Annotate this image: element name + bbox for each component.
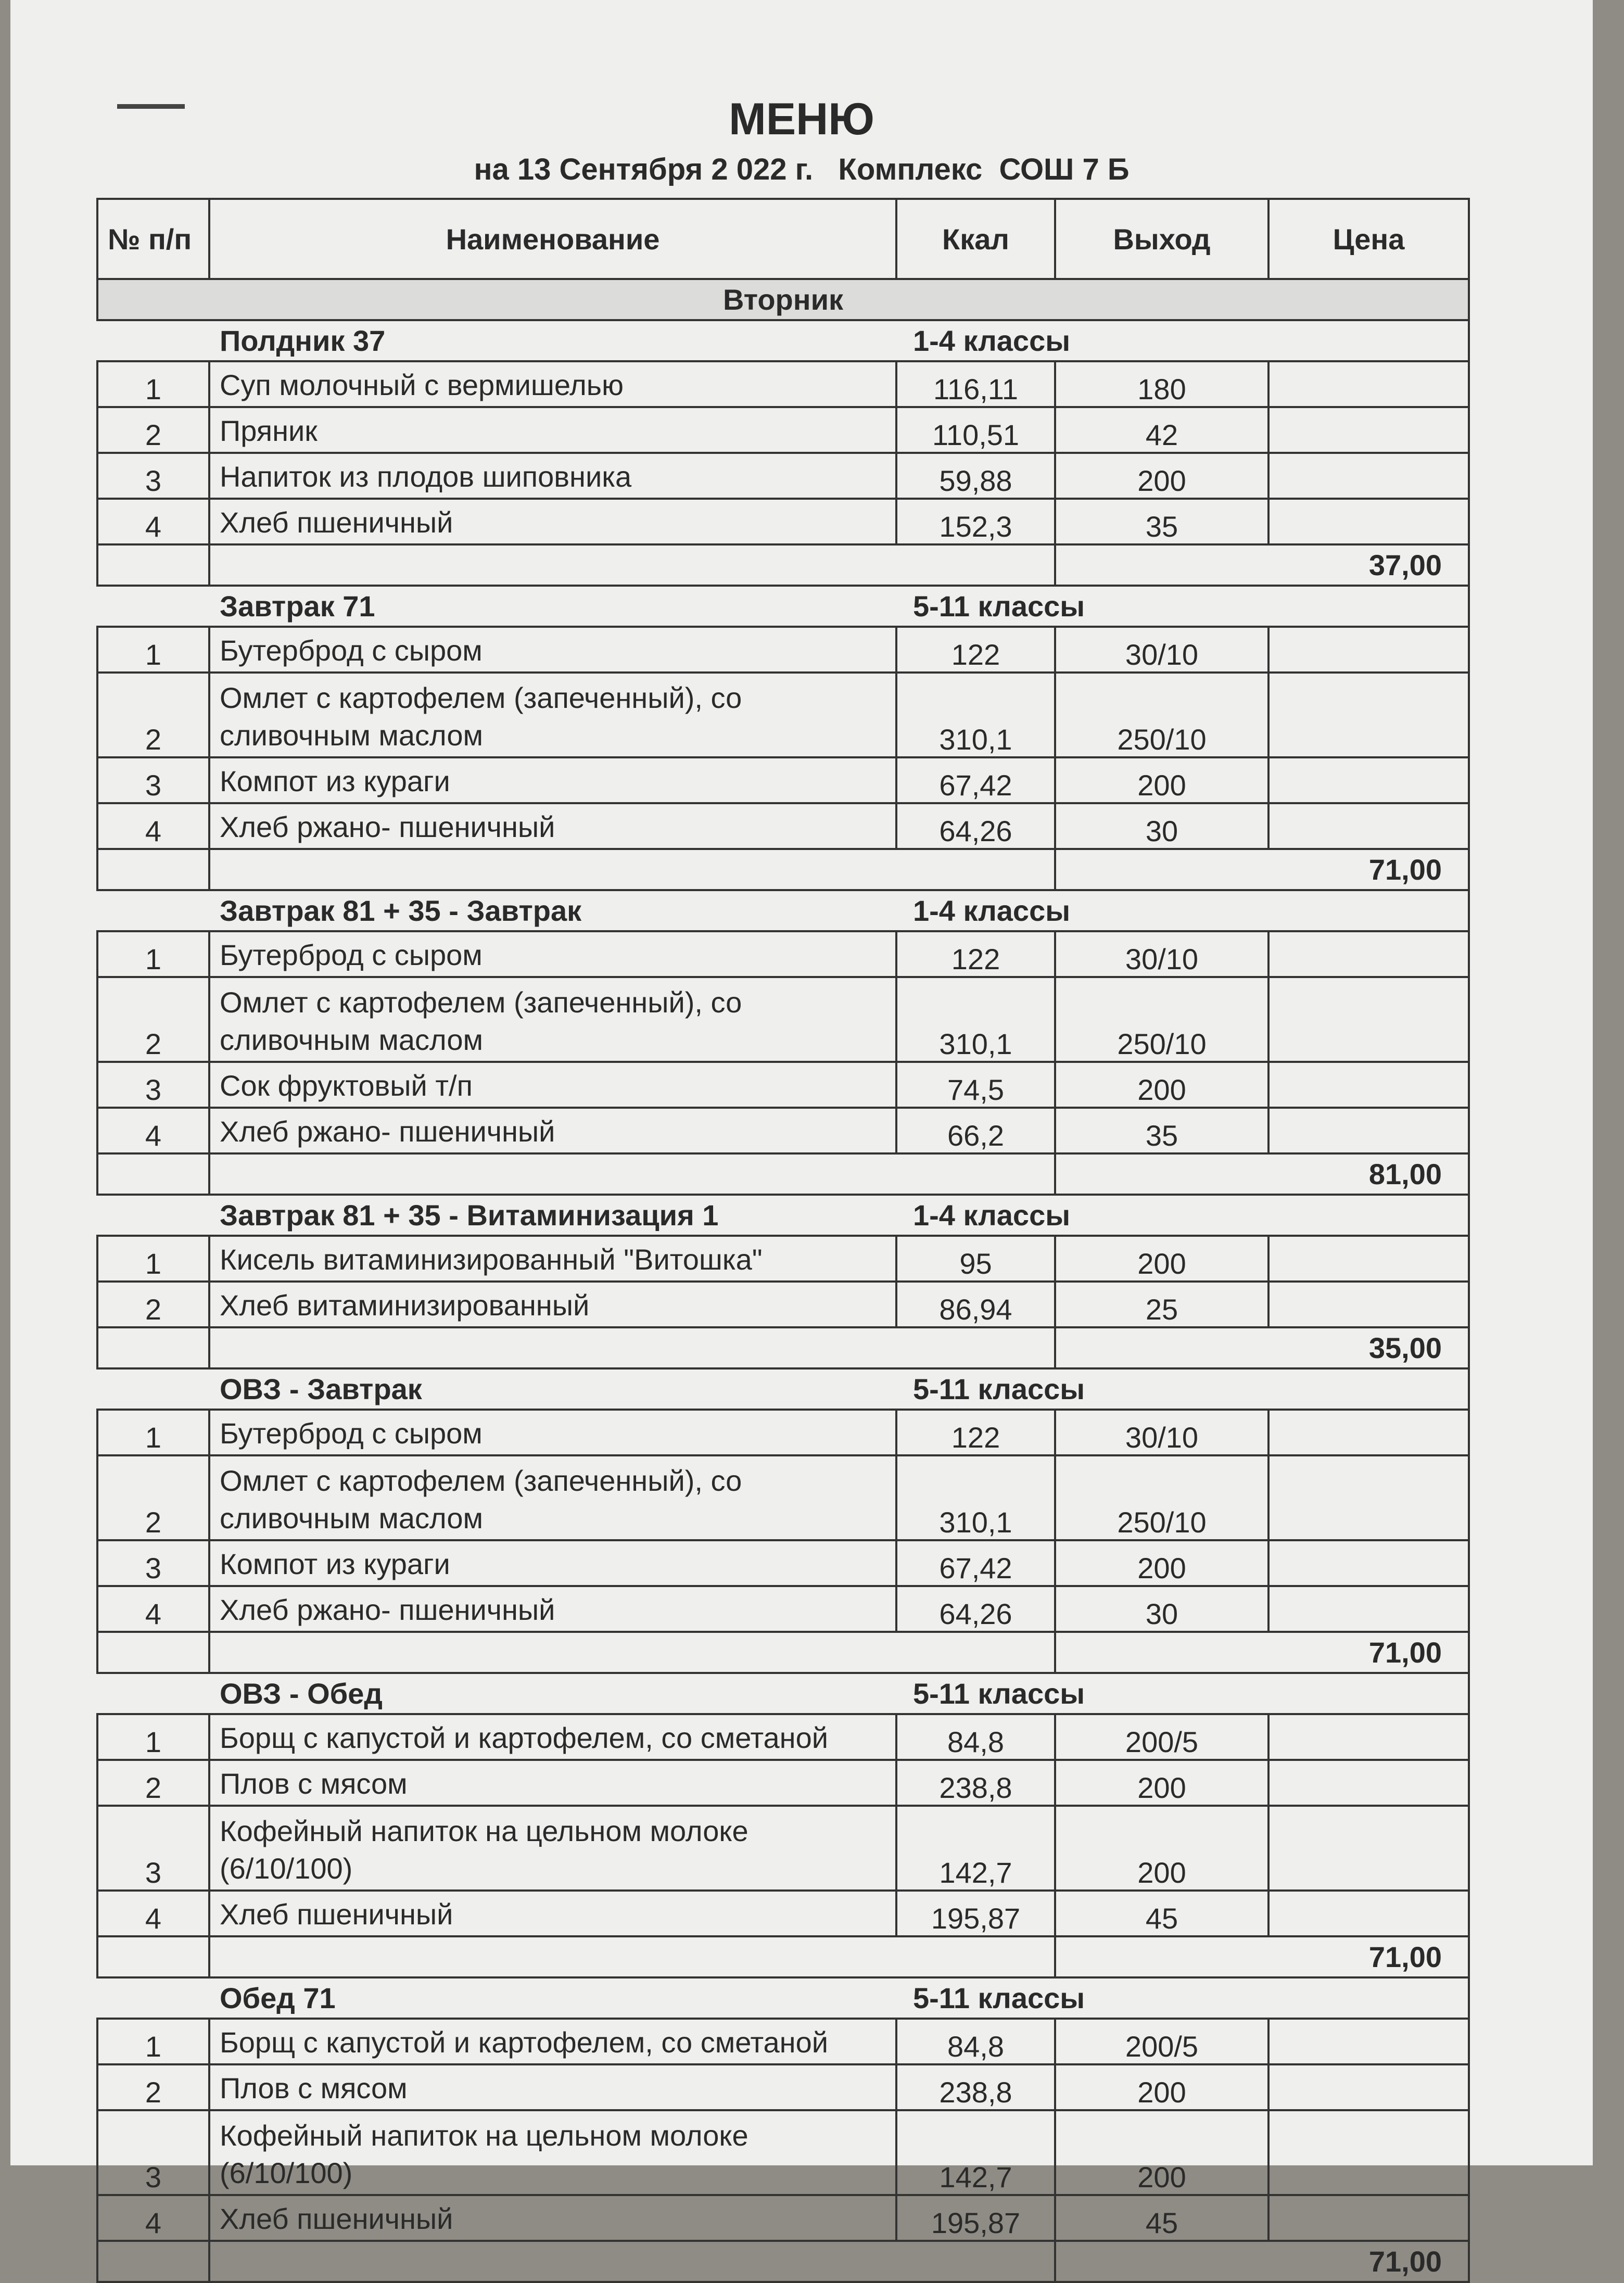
item-kcal: 310,1 xyxy=(896,1455,1055,1540)
item-output: 30/10 xyxy=(1055,1410,1268,1455)
item-kcal: 67,42 xyxy=(896,757,1055,803)
section-name: Завтрак 71 xyxy=(209,586,896,627)
section-grade: 1-4 классы xyxy=(896,1195,1469,1236)
total-spacer xyxy=(209,2241,1055,2282)
menu-item-row xyxy=(97,2195,1469,2241)
item-price xyxy=(1268,499,1469,544)
item-price xyxy=(1268,1586,1469,1632)
section-header-row xyxy=(97,890,1469,931)
item-number: 4 xyxy=(97,1586,209,1632)
item-number: 2 xyxy=(97,673,209,757)
item-name: Напиток из плодов шиповника xyxy=(209,453,896,499)
total-spacer xyxy=(209,1153,1055,1195)
item-number: 2 xyxy=(97,1760,209,1806)
item-price xyxy=(1268,803,1469,849)
item-price xyxy=(1268,361,1469,407)
total-spacer xyxy=(97,1936,209,1977)
item-kcal: 122 xyxy=(896,1410,1055,1455)
total-spacer xyxy=(97,1632,209,1673)
section-num-cell xyxy=(97,1368,209,1410)
menu-item-row xyxy=(97,1714,1469,1760)
item-output: 200/5 xyxy=(1055,2019,1268,2064)
section-total: 37,00 xyxy=(1055,544,1469,586)
item-number: 1 xyxy=(97,931,209,977)
item-kcal: 195,87 xyxy=(896,2195,1055,2241)
menu-item-row xyxy=(97,2064,1469,2110)
total-spacer xyxy=(209,544,1055,586)
menu-item-row xyxy=(97,1455,1469,1540)
item-number: 3 xyxy=(97,1062,209,1108)
item-name: Бутерброд с сыром xyxy=(209,1410,896,1455)
menu-item-row xyxy=(97,361,1469,407)
item-output: 250/10 xyxy=(1055,1455,1268,1540)
menu-item-row xyxy=(97,931,1469,977)
item-price xyxy=(1268,931,1469,977)
menu-item-row xyxy=(97,1540,1469,1586)
item-name: Хлеб пшеничный xyxy=(209,499,896,544)
item-kcal: 152,3 xyxy=(896,499,1055,544)
item-price xyxy=(1268,2064,1469,2110)
menu-item-row xyxy=(97,673,1469,757)
section-num-cell xyxy=(97,1673,209,1714)
section-header-row xyxy=(97,1673,1469,1714)
item-kcal: 238,8 xyxy=(896,2064,1055,2110)
section-name: Завтрак 81 + 35 - Витаминизация 1 xyxy=(209,1195,896,1236)
section-header-row xyxy=(97,1195,1469,1236)
item-output: 30 xyxy=(1055,803,1268,849)
item-number: 3 xyxy=(97,757,209,803)
item-price xyxy=(1268,1282,1469,1327)
item-kcal: 238,8 xyxy=(896,1760,1055,1806)
menu-item-row xyxy=(97,1410,1469,1455)
total-spacer xyxy=(97,1153,209,1195)
section-num-cell xyxy=(97,586,209,627)
section-num-cell xyxy=(97,1977,209,2019)
section-header-row xyxy=(97,1977,1469,2019)
section-name: ОВЗ - Обед xyxy=(209,1673,896,1714)
item-price xyxy=(1268,1891,1469,1936)
item-price xyxy=(1268,1410,1469,1455)
item-name: Плов с мясом xyxy=(209,2064,896,2110)
section-total-row xyxy=(97,2241,1469,2282)
section-total: 71,00 xyxy=(1055,1936,1469,1977)
item-price xyxy=(1268,1108,1469,1153)
header-price: Цена xyxy=(1268,199,1469,279)
item-price xyxy=(1268,2019,1469,2064)
item-number: 1 xyxy=(97,627,209,673)
item-price xyxy=(1268,1236,1469,1282)
section-header-row xyxy=(97,586,1469,627)
item-price xyxy=(1268,1714,1469,1760)
menu-sheet xyxy=(10,0,1593,2278)
item-kcal: 110,51 xyxy=(896,407,1055,453)
item-name: Омлет с картофелем (запеченный), со сливочным маслом xyxy=(209,1455,896,1540)
menu-item-row xyxy=(97,499,1469,544)
item-price xyxy=(1268,757,1469,803)
menu-item-row xyxy=(97,1891,1469,1936)
menu-item-row xyxy=(97,1586,1469,1632)
header-num: № п/п xyxy=(97,199,209,279)
menu-item-row xyxy=(97,1236,1469,1282)
total-spacer xyxy=(209,1632,1055,1673)
item-output: 30 xyxy=(1055,1586,1268,1632)
item-output: 200 xyxy=(1055,453,1268,499)
item-number: 1 xyxy=(97,1236,209,1282)
section-header-row xyxy=(97,1368,1469,1410)
item-price xyxy=(1268,407,1469,453)
item-price xyxy=(1268,453,1469,499)
item-output: 200/5 xyxy=(1055,1714,1268,1760)
item-name: Хлеб витаминизированный xyxy=(209,1282,896,1327)
total-spacer xyxy=(97,2241,209,2282)
item-name: Омлет с картофелем (запеченный), со сливочным маслом xyxy=(209,673,896,757)
menu-item-row xyxy=(97,1108,1469,1153)
item-kcal: 116,11 xyxy=(896,361,1055,407)
item-price xyxy=(1268,1760,1469,1806)
page-subtitle: на 13 Сентября 2 022 г. Комплекс СОШ 7 Б xyxy=(474,153,1130,186)
item-kcal: 86,94 xyxy=(896,1282,1055,1327)
menu-item-row xyxy=(97,407,1469,453)
item-kcal: 64,26 xyxy=(896,1586,1055,1632)
item-output: 250/10 xyxy=(1055,673,1268,757)
item-name: Хлеб ржано- пшеничный xyxy=(209,1108,896,1153)
item-kcal: 142,7 xyxy=(896,1806,1055,1891)
menu-item-row xyxy=(97,977,1469,1062)
item-output: 200 xyxy=(1055,1062,1268,1108)
day-row xyxy=(97,279,1469,320)
section-total: 71,00 xyxy=(1055,849,1469,890)
item-output: 200 xyxy=(1055,757,1268,803)
header-name: Наименование xyxy=(209,199,896,279)
item-name: Кофейный напиток на цельном молоке (6/10/100) xyxy=(209,1806,896,1891)
item-name: Омлет с картофелем (запеченный), со сливочным маслом xyxy=(209,977,896,1062)
item-name: Бутерброд с сыром xyxy=(209,627,896,673)
section-total-row xyxy=(97,849,1469,890)
item-output: 45 xyxy=(1055,1891,1268,1936)
item-kcal: 122 xyxy=(896,627,1055,673)
section-total: 71,00 xyxy=(1055,2241,1469,2282)
section-grade: 5-11 классы xyxy=(896,1368,1469,1410)
item-output: 200 xyxy=(1055,1760,1268,1806)
header-kcal: Ккал xyxy=(896,199,1055,279)
section-grade: 5-11 классы xyxy=(896,586,1469,627)
menu-item-row xyxy=(97,1760,1469,1806)
section-total-row xyxy=(97,1153,1469,1195)
item-output: 35 xyxy=(1055,499,1268,544)
menu-item-row xyxy=(97,1282,1469,1327)
item-output: 200 xyxy=(1055,2110,1268,2195)
item-output: 250/10 xyxy=(1055,977,1268,1062)
item-kcal: 310,1 xyxy=(896,673,1055,757)
item-kcal: 84,8 xyxy=(896,1714,1055,1760)
item-name: Хлеб пшеничный xyxy=(209,1891,896,1936)
item-name: Кисель витаминизированный "Витошка" xyxy=(209,1236,896,1282)
section-grade: 1-4 классы xyxy=(896,320,1469,361)
menu-item-row xyxy=(97,2110,1469,2195)
item-name: Компот из кураги xyxy=(209,1540,896,1586)
item-output: 30/10 xyxy=(1055,931,1268,977)
item-number: 3 xyxy=(97,1540,209,1586)
item-output: 200 xyxy=(1055,1540,1268,1586)
item-kcal: 195,87 xyxy=(896,1891,1055,1936)
item-output: 42 xyxy=(1055,407,1268,453)
item-number: 3 xyxy=(97,2110,209,2195)
item-price xyxy=(1268,1455,1469,1540)
section-grade: 5-11 классы xyxy=(896,1977,1469,2019)
item-number: 2 xyxy=(97,1455,209,1540)
menu-item-row xyxy=(97,1062,1469,1108)
item-name: Плов с мясом xyxy=(209,1760,896,1806)
item-number: 2 xyxy=(97,2064,209,2110)
item-price xyxy=(1268,673,1469,757)
item-number: 3 xyxy=(97,1806,209,1891)
item-name: Сок фруктовый т/п xyxy=(209,1062,896,1108)
section-total-row xyxy=(97,1327,1469,1368)
item-output: 200 xyxy=(1055,1236,1268,1282)
section-name: Завтрак 81 + 35 - Завтрак xyxy=(209,890,896,931)
section-name: ОВЗ - Завтрак xyxy=(209,1368,896,1410)
menu-table xyxy=(96,198,1470,2283)
item-number: 1 xyxy=(97,1714,209,1760)
menu-item-row xyxy=(97,453,1469,499)
item-output: 25 xyxy=(1055,1282,1268,1327)
item-kcal: 74,5 xyxy=(896,1062,1055,1108)
item-kcal: 310,1 xyxy=(896,977,1055,1062)
item-output: 45 xyxy=(1055,2195,1268,2241)
section-header-row xyxy=(97,320,1469,361)
total-spacer xyxy=(209,1327,1055,1368)
section-total: 71,00 xyxy=(1055,1632,1469,1673)
item-name: Хлеб пшеничный xyxy=(209,2195,896,2241)
section-name: Полдник 37 xyxy=(209,320,896,361)
header-row xyxy=(97,199,1469,279)
item-number: 4 xyxy=(97,2195,209,2241)
menu-item-row xyxy=(97,2019,1469,2064)
item-number: 4 xyxy=(97,1108,209,1153)
item-kcal: 64,26 xyxy=(896,803,1055,849)
section-total: 35,00 xyxy=(1055,1327,1469,1368)
item-name: Бутерброд с сыром xyxy=(209,931,896,977)
item-number: 1 xyxy=(97,1410,209,1455)
item-number: 4 xyxy=(97,1891,209,1936)
total-spacer xyxy=(209,1936,1055,1977)
item-name: Компот из кураги xyxy=(209,757,896,803)
menu-item-row xyxy=(97,627,1469,673)
item-number: 1 xyxy=(97,361,209,407)
item-price xyxy=(1268,1062,1469,1108)
section-grade: 5-11 классы xyxy=(896,1673,1469,1714)
section-num-cell xyxy=(97,320,209,361)
item-output: 200 xyxy=(1055,1806,1268,1891)
section-total-row xyxy=(97,1632,1469,1673)
section-name: Обед 71 xyxy=(209,1977,896,2019)
item-kcal: 84,8 xyxy=(896,2019,1055,2064)
menu-item-row xyxy=(97,803,1469,849)
item-number: 1 xyxy=(97,2019,209,2064)
total-spacer xyxy=(209,849,1055,890)
item-number: 2 xyxy=(97,1282,209,1327)
item-kcal: 142,7 xyxy=(896,2110,1055,2195)
item-price xyxy=(1268,2110,1469,2195)
item-output: 35 xyxy=(1055,1108,1268,1153)
section-num-cell xyxy=(97,890,209,931)
page-title: МЕНЮ xyxy=(729,94,874,144)
item-kcal: 66,2 xyxy=(896,1108,1055,1153)
item-kcal: 122 xyxy=(896,931,1055,977)
item-name: Кофейный напиток на цельном молоке (6/10/100) xyxy=(209,2110,896,2195)
item-output: 200 xyxy=(1055,2064,1268,2110)
header-out: Выход xyxy=(1055,199,1268,279)
item-name: Суп молочный с вермишелью xyxy=(209,361,896,407)
item-output: 180 xyxy=(1055,361,1268,407)
section-total-row xyxy=(97,544,1469,586)
item-name: Хлеб ржано- пшеничный xyxy=(209,1586,896,1632)
item-price xyxy=(1268,1806,1469,1891)
item-price xyxy=(1268,977,1469,1062)
item-name: Борщ с капустой и картофелем, со сметаной xyxy=(209,2019,896,2064)
item-number: 4 xyxy=(97,499,209,544)
section-total-row xyxy=(97,1936,1469,1977)
item-name: Пряник xyxy=(209,407,896,453)
item-name: Борщ с капустой и картофелем, со сметаной xyxy=(209,1714,896,1760)
day-label: Вторник xyxy=(97,279,1469,320)
item-name: Хлеб ржано- пшеничный xyxy=(209,803,896,849)
section-grade: 1-4 классы xyxy=(896,890,1469,931)
total-spacer xyxy=(97,544,209,586)
item-kcal: 59,88 xyxy=(896,453,1055,499)
item-price xyxy=(1268,627,1469,673)
menu-item-row xyxy=(97,1806,1469,1891)
menu-item-row xyxy=(97,757,1469,803)
item-kcal: 67,42 xyxy=(896,1540,1055,1586)
item-price xyxy=(1268,2195,1469,2241)
item-kcal: 95 xyxy=(896,1236,1055,1282)
item-price xyxy=(1268,1540,1469,1586)
item-output: 30/10 xyxy=(1055,627,1268,673)
section-total: 81,00 xyxy=(1055,1153,1469,1195)
total-spacer xyxy=(97,1327,209,1368)
section-num-cell xyxy=(97,1195,209,1236)
item-number: 4 xyxy=(97,803,209,849)
item-number: 2 xyxy=(97,977,209,1062)
total-spacer xyxy=(97,849,209,890)
item-number: 2 xyxy=(97,407,209,453)
item-number: 3 xyxy=(97,453,209,499)
